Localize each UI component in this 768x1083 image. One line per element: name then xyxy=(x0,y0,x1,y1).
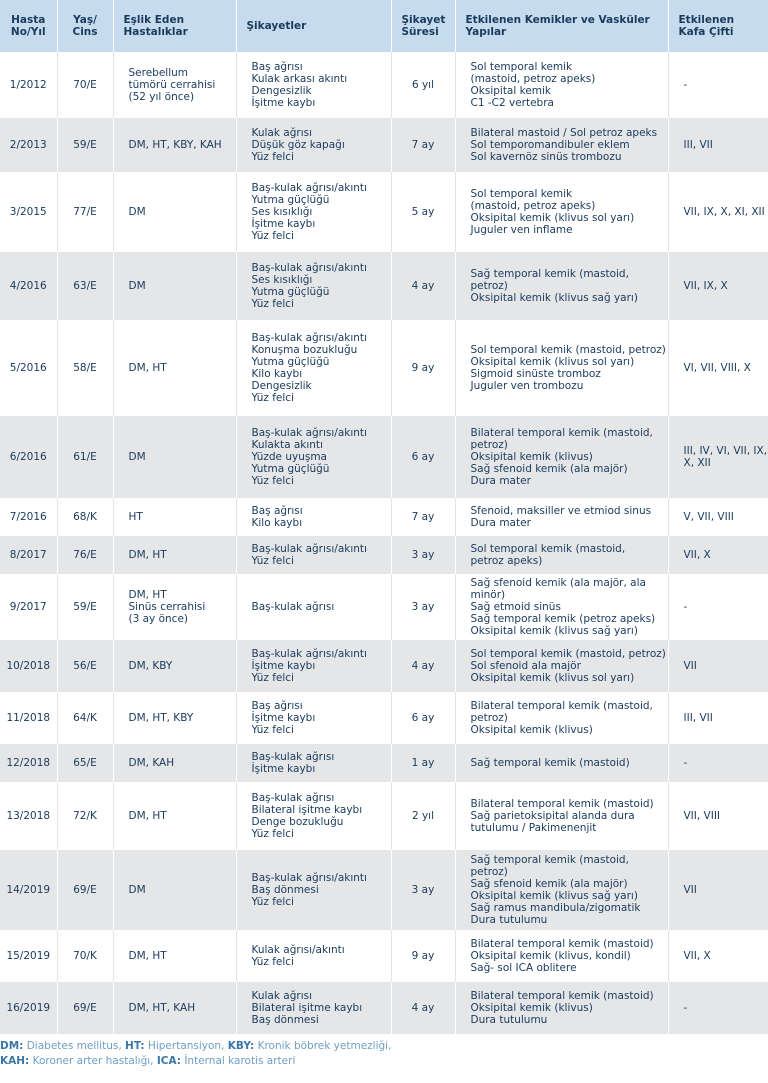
duration-cell: 6 ay xyxy=(391,416,455,498)
header-affected-bones: Etkilenen Kemikler ve Vasküler Yapılar xyxy=(455,0,668,52)
age-sex-cell: 56/E xyxy=(57,640,113,692)
header-patient-no: Hasta No/Yıl xyxy=(0,0,57,52)
complaints-cell: Baş ağrısı İşitme kaybı Yüz felci xyxy=(236,692,391,744)
abbr-ica-text: İnternal karotis arteri xyxy=(180,1055,296,1067)
patient-no-cell: 12/2018 xyxy=(0,744,57,782)
age-sex-cell: 58/E xyxy=(57,320,113,416)
affected-bones-cell: Bilateral temporal kemik (mastoid) Oksipital kemik (klivus) Dura tutulumu xyxy=(455,982,668,1034)
complaints-cell: Baş-kulak ağrısı/akıntı Yüz felci xyxy=(236,536,391,574)
table-header-row xyxy=(0,0,768,52)
patient-no-cell: 8/2017 xyxy=(0,536,57,574)
age-sex-cell: 72/K xyxy=(57,782,113,850)
complaints-cell: Baş-kulak ağrısı/akıntı Baş dönmesi Yüz felci xyxy=(236,850,391,930)
duration-cell: 3 ay xyxy=(391,536,455,574)
cranial-nerves-cell: - xyxy=(668,52,768,118)
duration-cell: 4 ay xyxy=(391,252,455,320)
footnote-line-2 xyxy=(0,1054,768,1069)
cranial-nerves-cell: VII xyxy=(668,640,768,692)
age-sex-cell: 76/E xyxy=(57,536,113,574)
comorbidities-cell: DM, HT xyxy=(113,536,236,574)
complaints-cell: Baş-kulak ağrısı Bilateral işitme kaybı Denge bozukluğu Yüz felci xyxy=(236,782,391,850)
header-cranial-nerves: Etkilenen Kafa Çifti xyxy=(668,0,768,52)
abbr-dm-text: Diabetes mellitus, xyxy=(23,1040,126,1052)
cranial-nerves-cell: III, IV, VI, VII, IX, X, XII xyxy=(668,416,768,498)
patient-no-cell: 4/2016 xyxy=(0,252,57,320)
comorbidities-cell: DM xyxy=(113,416,236,498)
table-row xyxy=(0,692,768,744)
footnote-line-1 xyxy=(0,1039,768,1054)
duration-cell: 2 yıl xyxy=(391,782,455,850)
complaints-cell: Baş-kulak ağrısı xyxy=(236,574,391,640)
table-row xyxy=(0,850,768,930)
abbr-dm: DM: xyxy=(0,1040,24,1052)
age-sex-cell: 59/E xyxy=(57,574,113,640)
table-row xyxy=(0,172,768,252)
affected-bones-cell: Sağ temporal kemik (mastoid, petroz) Oksipital kemik (klivus sağ yarı) xyxy=(455,252,668,320)
abbr-kah-text: Koroner arter hastalığı, xyxy=(29,1055,157,1067)
affected-bones-cell: Sol temporal kemik (mastoid, petroz) Oksipital kemik (klivus sol yarı) Sigmoid sinüste tromboz Juguler ven trombozu xyxy=(455,320,668,416)
cranial-nerves-cell: VI, VII, VIII, X xyxy=(668,320,768,416)
table-row xyxy=(0,744,768,782)
duration-cell: 3 ay xyxy=(391,850,455,930)
affected-bones-cell: Sağ temporal kemik (mastoid) xyxy=(455,744,668,782)
table-row xyxy=(0,416,768,498)
abbr-ica: ICA: xyxy=(156,1055,181,1067)
header-complaints: Şikayetler xyxy=(236,0,391,52)
table-row xyxy=(0,536,768,574)
abbr-kby: KBY: xyxy=(227,1040,255,1052)
patient-no-cell: 13/2018 xyxy=(0,782,57,850)
duration-cell: 4 ay xyxy=(391,982,455,1034)
duration-cell: 1 ay xyxy=(391,744,455,782)
cranial-nerves-cell: VII, IX, X xyxy=(668,252,768,320)
complaints-cell: Kulak ağrısı Düşük göz kapağı Yüz felci xyxy=(236,118,391,172)
affected-bones-cell: Bilateral temporal kemik (mastoid, petroz) Oksipital kemik (klivus) xyxy=(455,692,668,744)
cranial-nerves-cell: III, VII xyxy=(668,118,768,172)
age-sex-cell: 61/E xyxy=(57,416,113,498)
duration-cell: 4 ay xyxy=(391,640,455,692)
patient-no-cell: 16/2019 xyxy=(0,982,57,1034)
patient-no-cell: 11/2018 xyxy=(0,692,57,744)
complaints-cell: Baş-kulak ağrısı/akıntı Ses kısıklığı Yutma güçlüğü Yüz felci xyxy=(236,252,391,320)
duration-cell: 6 ay xyxy=(391,692,455,744)
comorbidities-cell: DM, HT Sinüs cerrahisi (3 ay önce) xyxy=(113,574,236,640)
affected-bones-cell: Sol temporal kemik (mastoid, petroz) Sol sfenoid ala majör Oksipital kemik (klivus sol yarı) xyxy=(455,640,668,692)
affected-bones-cell: Sol temporal kemik (mastoid, petroz apeks) Oksipital kemik C1 -C2 vertebra xyxy=(455,52,668,118)
age-sex-cell: 69/E xyxy=(57,982,113,1034)
affected-bones-cell: Sağ temporal kemik (mastoid, petroz) Sağ sfenoid kemik (ala majör) Oksipital kemik (klivus sağ yarı) Sağ ramus mandibula/zigomatik Dura tutulumu xyxy=(455,850,668,930)
cranial-nerves-cell: VII, X xyxy=(668,536,768,574)
affected-bones-cell: Bilateral temporal kemik (mastoid) Oksipital kemik (klivus, kondil) Sağ- sol ICA oblitere xyxy=(455,930,668,982)
age-sex-cell: 68/K xyxy=(57,498,113,536)
duration-cell: 7 ay xyxy=(391,118,455,172)
abbr-kah: KAH: xyxy=(0,1055,30,1067)
affected-bones-cell: Bilateral mastoid / Sol petroz apeks Sol temporomandibuler eklem Sol kavernöz sinüs trombozu xyxy=(455,118,668,172)
header-age-sex: Yaş/ Cins xyxy=(57,0,113,52)
patient-no-cell: 7/2016 xyxy=(0,498,57,536)
patient-no-cell: 9/2017 xyxy=(0,574,57,640)
age-sex-cell: 77/E xyxy=(57,172,113,252)
duration-cell: 9 ay xyxy=(391,320,455,416)
age-sex-cell: 63/E xyxy=(57,252,113,320)
comorbidities-cell: DM xyxy=(113,172,236,252)
cranial-nerves-cell: - xyxy=(668,574,768,640)
duration-cell: 3 ay xyxy=(391,574,455,640)
abbr-ht: HT: xyxy=(125,1040,145,1052)
complaints-cell: Baş-kulak ağrısı İşitme kaybı xyxy=(236,744,391,782)
comorbidities-cell: DM, HT xyxy=(113,320,236,416)
table-row xyxy=(0,498,768,536)
cranial-nerves-cell: - xyxy=(668,982,768,1034)
comorbidities-cell: DM, KBY xyxy=(113,640,236,692)
header-duration: Şikayet Süresi xyxy=(391,0,455,52)
complaints-cell: Kulak ağrısı Bilateral işitme kaybı Baş dönmesi xyxy=(236,982,391,1034)
complaints-cell: Baş-kulak ağrısı/akıntı Kulakta akıntı Yüzde uyuşma Yutma güçlüğü Yüz felci xyxy=(236,416,391,498)
affected-bones-cell: Sfenoid, maksiller ve etmiod sinus Dura mater xyxy=(455,498,668,536)
cranial-nerves-cell: VII, IX, X, XI, XII xyxy=(668,172,768,252)
comorbidities-cell: DM, HT xyxy=(113,930,236,982)
duration-cell: 5 ay xyxy=(391,172,455,252)
comorbidities-cell: Serebellum tümörü cerrahisi (52 yıl önce) xyxy=(113,52,236,118)
affected-bones-cell: Sol temporal kemik (mastoid, petroz apeks) Oksipital kemik (klivus sol yarı) Juguler ven inflame xyxy=(455,172,668,252)
duration-cell: 9 ay xyxy=(391,930,455,982)
comorbidities-cell: DM xyxy=(113,252,236,320)
comorbidities-cell: DM, HT, KBY xyxy=(113,692,236,744)
abbr-ht-text: Hipertansiyon, xyxy=(144,1040,228,1052)
age-sex-cell: 69/E xyxy=(57,850,113,930)
table-row xyxy=(0,252,768,320)
age-sex-cell: 65/E xyxy=(57,744,113,782)
cranial-nerves-cell: VII xyxy=(668,850,768,930)
patient-no-cell: 5/2016 xyxy=(0,320,57,416)
cranial-nerves-cell: V, VII, VIII xyxy=(668,498,768,536)
complaints-cell: Kulak ağrısı/akıntı Yüz felci xyxy=(236,930,391,982)
table-row xyxy=(0,640,768,692)
duration-cell: 6 yıl xyxy=(391,52,455,118)
affected-bones-cell: Bilateral temporal kemik (mastoid) Sağ parietoksipital alanda dura tutulumu / Pakimenenjit xyxy=(455,782,668,850)
age-sex-cell: 70/K xyxy=(57,930,113,982)
comorbidities-cell: DM, HT xyxy=(113,782,236,850)
complaints-cell: Baş-kulak ağrısı/akıntı Yutma güçlüğü Ses kısıklığı İşitme kaybı Yüz felci xyxy=(236,172,391,252)
comorbidities-cell: DM, KAH xyxy=(113,744,236,782)
abbr-kby-text: Kronik böbrek yetmezliği, xyxy=(254,1040,392,1052)
age-sex-cell: 70/E xyxy=(57,52,113,118)
cranial-nerves-cell: VII, VIII xyxy=(668,782,768,850)
age-sex-cell: 59/E xyxy=(57,118,113,172)
comorbidities-cell: DM, HT, KBY, KAH xyxy=(113,118,236,172)
cranial-nerves-cell: VII, X xyxy=(668,930,768,982)
complaints-cell: Baş-kulak ağrısı/akıntı İşitme kaybı Yüz felci xyxy=(236,640,391,692)
patient-no-cell: 14/2019 xyxy=(0,850,57,930)
cranial-nerves-cell: - xyxy=(668,744,768,782)
table-row xyxy=(0,52,768,118)
abbreviations-footnote xyxy=(0,1034,768,1069)
patient-no-cell: 3/2015 xyxy=(0,172,57,252)
age-sex-cell: 64/K xyxy=(57,692,113,744)
table-row xyxy=(0,320,768,416)
complaints-cell: Baş-kulak ağrısı/akıntı Konuşma bozukluğu Yutma güçlüğü Kilo kaybı Dengesizlik Yüz felci xyxy=(236,320,391,416)
table-row xyxy=(0,982,768,1034)
patient-no-cell: 10/2018 xyxy=(0,640,57,692)
duration-cell: 7 ay xyxy=(391,498,455,536)
affected-bones-cell: Bilateral temporal kemik (mastoid, petroz) Oksipital kemik (klivus) Sağ sfenoid kemik (ala majör) Dura mater xyxy=(455,416,668,498)
patient-no-cell: 1/2012 xyxy=(0,52,57,118)
affected-bones-cell: Sol temporal kemik (mastoid, petroz apeks) xyxy=(455,536,668,574)
comorbidities-cell: DM, HT, KAH xyxy=(113,982,236,1034)
affected-bones-cell: Sağ sfenoid kemik (ala majör, ala minör) Sağ etmoid sinüs Sağ temporal kemik (petroz apeks) Oksipital kemik (klivus sağ yarı) xyxy=(455,574,668,640)
table-row xyxy=(0,782,768,850)
patient-no-cell: 15/2019 xyxy=(0,930,57,982)
patient-no-cell: 2/2013 xyxy=(0,118,57,172)
patient-no-cell: 6/2016 xyxy=(0,416,57,498)
cranial-nerves-cell: III, VII xyxy=(668,692,768,744)
complaints-cell: Baş ağrısı Kulak arkası akıntı Dengesizlik İşitme kaybı xyxy=(236,52,391,118)
table-row xyxy=(0,930,768,982)
header-comorbidities: Eşlik Eden Hastalıklar xyxy=(113,0,236,52)
comorbidities-cell: HT xyxy=(113,498,236,536)
complaints-cell: Baş ağrısı Kilo kaybı xyxy=(236,498,391,536)
table-row xyxy=(0,118,768,172)
comorbidities-cell: DM xyxy=(113,850,236,930)
table-row xyxy=(0,574,768,640)
